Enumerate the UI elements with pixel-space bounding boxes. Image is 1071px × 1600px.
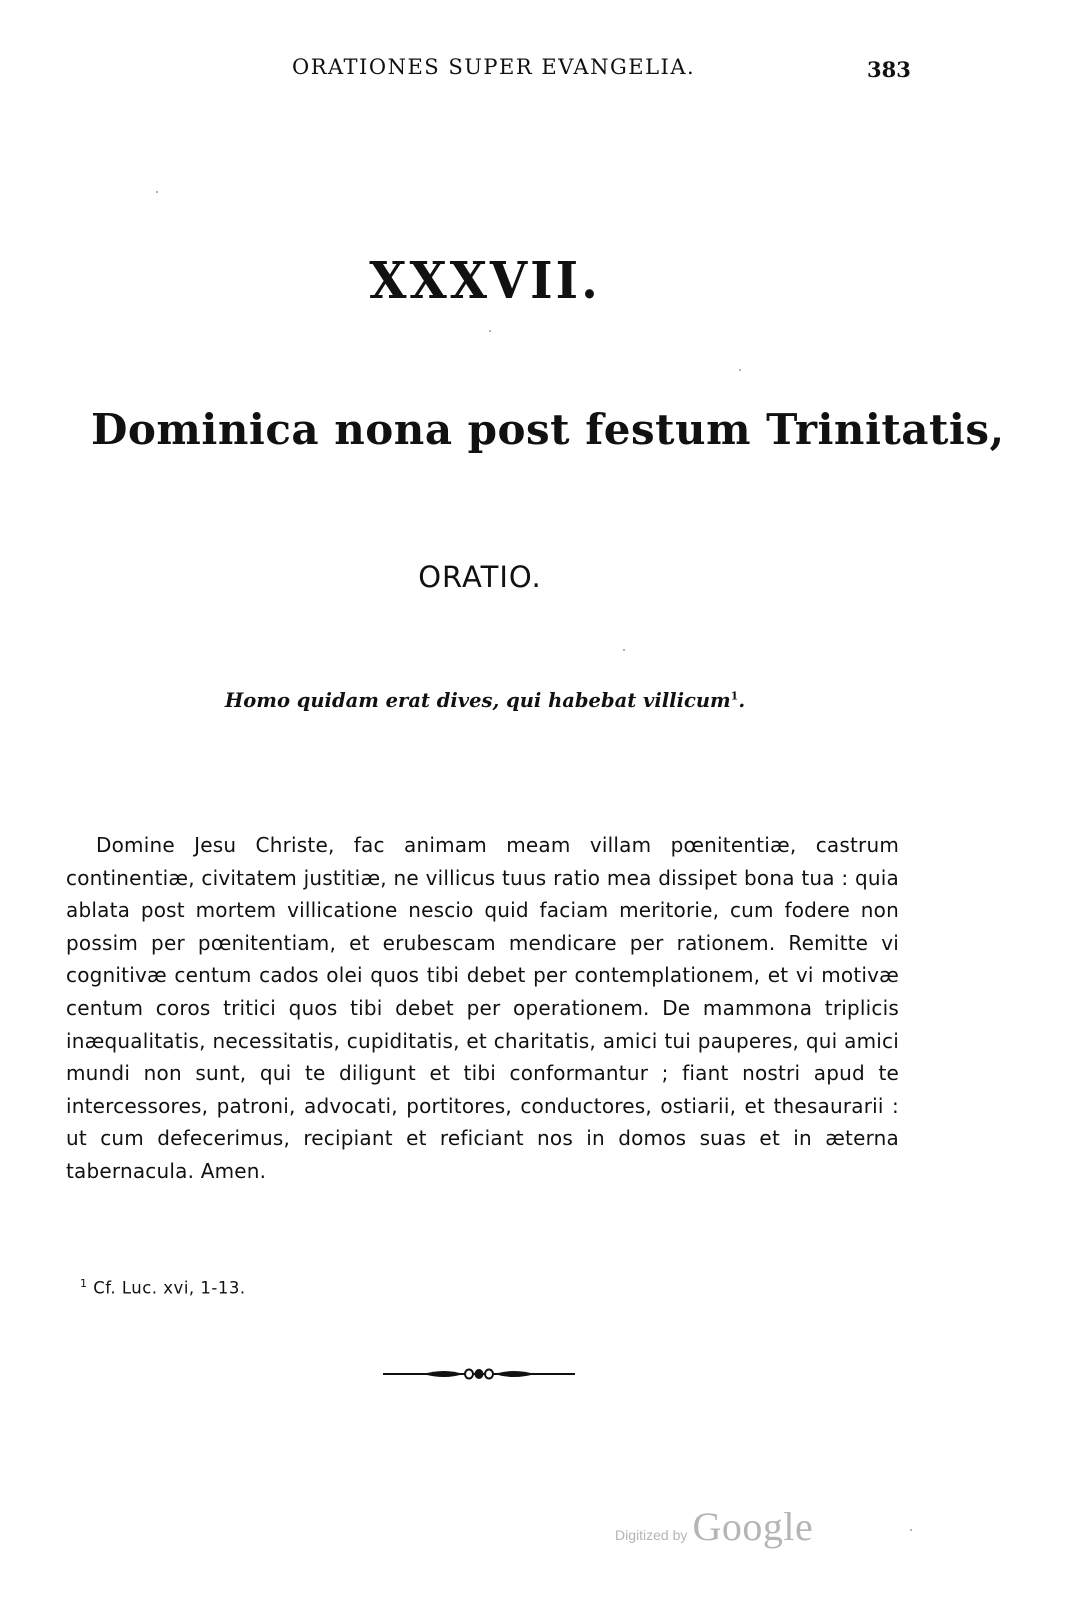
page-number: 383: [867, 57, 911, 82]
print-speck: [623, 649, 625, 651]
chapter-number: XXXVII.: [369, 251, 601, 311]
chapter-title: Dominica nona post festum Trinitatis,: [91, 405, 1005, 454]
print-speck: [156, 191, 158, 193]
print-speck: [739, 369, 741, 371]
footnote-marker: 1: [80, 1277, 88, 1290]
running-head: ORATIONES SUPER EVANGELIA.: [292, 55, 696, 79]
digitization-watermark: [615, 1503, 813, 1550]
epigraph: [0, 689, 970, 712]
print-speck: [489, 330, 491, 332]
ornament-divider: [383, 1367, 575, 1381]
watermark-brand: Google: [692, 1504, 814, 1549]
section-heading: ORATIO.: [418, 560, 542, 594]
epigraph-text: Homo quidam erat dives, qui habebat villicum: [224, 689, 731, 712]
footnote: [80, 1277, 246, 1298]
body-paragraph: Domine Jesu Christe, fac animam meam villam pœnitentiæ, castrum continentiæ, civitatem justitiæ, ne villicus tuus ratio mea dissipet bona tua : quia ablata post mortem villicatione nescio quid faciam meritorie, cum fodere non possim per pœnitentiam, et erubescam mendicare per rationem. Remitte vi cognitivæ centum cados olei quos tibi debet per contemplationem, et vi motivæ centum coros tritici quos tibi debet per operationem. De mammona triplicis inæqualitatis, necessitatis, cupiditatis, et charitatis, amici tui pauperes, qui amici mundi non sunt, qui te diligunt et tibi conformantur ; fiant nostri apud te intercessores, patroni, advocati, portitores, conductores, ostiarii, et thesaurarii : ut cum defecerimus, recipiant et reficiant nos in domos suas et in æterna tabernacula. Amen.: [66, 833, 899, 1183]
epigraph-note-marker: 1: [730, 689, 739, 703]
epigraph-trailing: .: [738, 689, 746, 712]
print-speck: [910, 1529, 912, 1531]
footnote-text: Cf. Luc. xvi, 1-13.: [93, 1278, 246, 1298]
watermark-prefix: Digitized by: [615, 1527, 688, 1543]
